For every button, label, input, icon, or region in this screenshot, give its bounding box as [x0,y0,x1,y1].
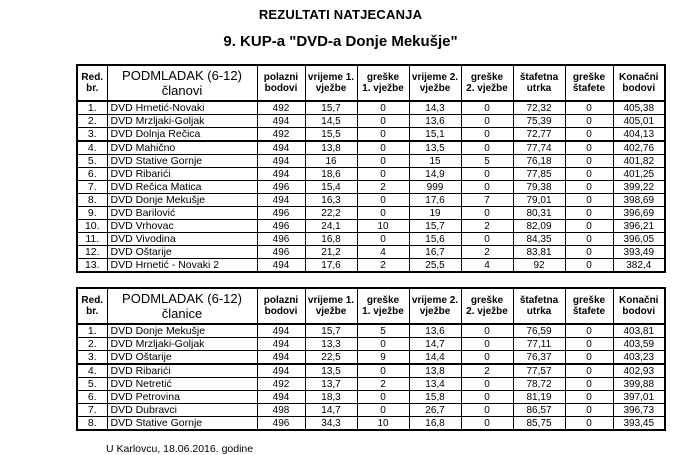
cell-time1: 34,3 [305,417,357,431]
table-row [77,115,665,128]
document-title-block [0,0,681,51]
cell-err1: 0 [357,364,409,378]
cell-rank: 11. [77,233,107,246]
cell-relay: 82,09 [513,220,565,233]
col-header-err-relay: greške štafete [565,65,613,101]
table-row [77,101,665,115]
col-header-err1: greške 1. vježbe [357,65,409,101]
cell-err-relay: 0 [565,181,613,194]
table-row [77,168,665,181]
cell-err-relay: 0 [565,220,613,233]
cell-final: 403,23 [613,351,665,365]
cell-rank: 3. [77,128,107,142]
cell-start-points: 494 [257,259,305,273]
cell-rank: 2. [77,115,107,128]
cell-err2: 0 [461,207,513,220]
results-table-clanice [76,287,666,431]
cell-rank: 2. [77,338,107,351]
cell-relay: 77,74 [513,141,565,155]
cell-time1: 17,6 [305,259,357,273]
cell-time1: 13,5 [305,364,357,378]
cell-err2: 0 [461,101,513,115]
page-subtitle: 9. KUP-a "DVD-a Donje Mekušje" [223,33,458,50]
cell-time1: 24,1 [305,220,357,233]
cell-start-points: 494 [257,194,305,207]
cell-rank: 7. [77,404,107,417]
col-header-err2: greške 2. vježbe [461,65,513,101]
cell-time1: 13,7 [305,378,357,391]
cell-club: DVD Dolnja Rečica [107,128,257,142]
cell-time1: 14,5 [305,115,357,128]
cell-relay: 80,31 [513,207,565,220]
cell-err1: 0 [357,194,409,207]
cell-relay: 77,57 [513,364,565,378]
cell-err2: 0 [461,417,513,431]
cell-err1: 0 [357,207,409,220]
cell-rank: 13. [77,259,107,273]
cell-final: 405,01 [613,115,665,128]
cell-rank: 6. [77,168,107,181]
cell-start-points: 494 [257,168,305,181]
cell-err1: 2 [357,259,409,273]
cell-club: DVD Mahično [107,141,257,155]
cell-final: 402,76 [613,141,665,155]
table-row [77,141,665,155]
cell-time2: 16,8 [409,417,461,431]
cell-time1: 14,7 [305,404,357,417]
cell-relay: 81,19 [513,391,565,404]
cell-start-points: 492 [257,128,305,142]
cell-start-points: 494 [257,338,305,351]
cell-err2: 0 [461,141,513,155]
cell-time1: 15,7 [305,101,357,115]
cell-club: DVD Vivodina [107,233,257,246]
cell-start-points: 496 [257,207,305,220]
cell-relay: 75,39 [513,115,565,128]
cell-time1: 22,2 [305,207,357,220]
cell-err-relay: 0 [565,259,613,273]
table-head-clanice [77,288,665,324]
table-row [77,233,665,246]
cell-err-relay: 0 [565,364,613,378]
col-header-time1: vrijeme 1. vježbe [305,65,357,101]
cell-club: DVD Oštarije [107,246,257,259]
cell-relay: 79,38 [513,181,565,194]
cell-time1: 21,2 [305,246,357,259]
cell-err-relay: 0 [565,194,613,207]
cell-final: 403,59 [613,338,665,351]
cell-final: 401,82 [613,155,665,168]
col-header-err-relay: greške štafete [565,288,613,324]
cell-club: DVD Stative Gornje [107,417,257,431]
cell-final: 401,25 [613,168,665,181]
cell-time2: 15,7 [409,220,461,233]
table-row [77,338,665,351]
cell-err1: 0 [357,391,409,404]
cell-err-relay: 0 [565,168,613,181]
cell-club: DVD Donje Mekušje [107,324,257,338]
cell-time2: 13,5 [409,141,461,155]
cell-final: 397,01 [613,391,665,404]
table-body-clanovi [77,101,665,272]
cell-err2: 2 [461,364,513,378]
table-container-clanice [76,287,659,431]
cell-relay: 72,32 [513,101,565,115]
cell-final: 396,21 [613,220,665,233]
cell-final: 402,93 [613,364,665,378]
col-header-time2: vrijeme 2. vježbe [409,288,461,324]
col-header-final: Konačni bodovi [613,65,665,101]
cell-rank: 6. [77,391,107,404]
cell-err2: 5 [461,155,513,168]
cell-err-relay: 0 [565,128,613,142]
cell-club: DVD Mrzljaki-Goljak [107,115,257,128]
col-header-rank: Red. br. [77,65,107,101]
cell-rank: 4. [77,141,107,155]
table-row [77,324,665,338]
cell-err1: 0 [357,155,409,168]
col-header-err2: greške 2. vježbe [461,288,513,324]
cell-err-relay: 0 [565,417,613,431]
cell-time2: 13,4 [409,378,461,391]
table-row [77,207,665,220]
cell-err2: 0 [461,233,513,246]
cell-final: 393,49 [613,246,665,259]
cell-final: 382,4 [613,259,665,273]
cell-club: DVD Dubravci [107,404,257,417]
header-row [77,65,665,101]
table-row [77,391,665,404]
cell-relay: 84,35 [513,233,565,246]
cell-err1: 10 [357,220,409,233]
col-header-time2: vrijeme 2. vježbe [409,65,461,101]
cell-err-relay: 0 [565,378,613,391]
cell-start-points: 494 [257,391,305,404]
cell-time2: 14,9 [409,168,461,181]
cell-err1: 9 [357,351,409,365]
cell-club: DVD Netretić [107,378,257,391]
cell-err2: 0 [461,168,513,181]
cell-err1: 0 [357,404,409,417]
cell-err1: 0 [357,168,409,181]
cell-err2: 0 [461,378,513,391]
cell-relay: 86,57 [513,404,565,417]
cell-rank: 3. [77,351,107,365]
cell-start-points: 496 [257,181,305,194]
cell-final: 396,69 [613,207,665,220]
cell-err1: 2 [357,181,409,194]
cell-relay: 77,85 [513,168,565,181]
title-table-spacer [0,51,681,64]
cell-err2: 0 [461,115,513,128]
cell-err2: 0 [461,391,513,404]
cell-club: DVD Oštarije [107,351,257,365]
cell-start-points: 496 [257,417,305,431]
table-row [77,378,665,391]
cell-rank: 1. [77,324,107,338]
col-header-relay: štafetna utrka [513,288,565,324]
cell-time2: 999 [409,181,461,194]
col-header-club: PODMLADAK (6-12) članovi [107,65,257,101]
cell-time2: 13,6 [409,324,461,338]
cell-err1: 0 [357,141,409,155]
cell-err2: 7 [461,194,513,207]
cell-final: 405,38 [613,101,665,115]
col-header-club: PODMLADAK (6-12) članice [107,288,257,324]
cell-rank: 7. [77,181,107,194]
cell-err-relay: 0 [565,233,613,246]
cell-err1: 2 [357,378,409,391]
table-row [77,246,665,259]
cell-err1: 0 [357,338,409,351]
cell-err1: 5 [357,324,409,338]
cell-err2: 0 [461,351,513,365]
cell-start-points: 492 [257,378,305,391]
table-row [77,155,665,168]
cell-rank: 1. [77,101,107,115]
cell-err2: 2 [461,220,513,233]
cell-club: DVD Ribarići [107,364,257,378]
document-footer-place-date: U Karlovcu, 18.06.2016. godine [106,443,254,455]
table-row [77,220,665,233]
cell-club: DVD Mrzljaki-Goljak [107,338,257,351]
cell-time2: 16,7 [409,246,461,259]
cell-start-points: 494 [257,324,305,338]
cell-err-relay: 0 [565,207,613,220]
cell-time2: 13,8 [409,364,461,378]
cell-err-relay: 0 [565,404,613,417]
cell-err-relay: 0 [565,141,613,155]
cell-err1: 0 [357,233,409,246]
table-row [77,417,665,431]
table-row [77,364,665,378]
cell-err1: 0 [357,115,409,128]
cell-rank: 5. [77,155,107,168]
col-header-start-points: polazni bodovi [257,65,305,101]
cell-time2: 26,7 [409,404,461,417]
col-header-time1: vrijeme 1. vježbe [305,288,357,324]
cell-err-relay: 0 [565,338,613,351]
cell-relay: 79,01 [513,194,565,207]
table-row [77,404,665,417]
cell-time1: 16,8 [305,233,357,246]
cell-club: DVD Barilović [107,207,257,220]
cell-time2: 15 [409,155,461,168]
cell-club: DVD Stative Gornje [107,155,257,168]
cell-club: DVD Donje Mekušje [107,194,257,207]
cell-rank: 9. [77,207,107,220]
col-header-err1: greške 1. vježbe [357,288,409,324]
cell-time1: 18,3 [305,391,357,404]
cell-time1: 16,3 [305,194,357,207]
table-container-clanovi [76,64,659,273]
table-row [77,194,665,207]
cell-rank: 12. [77,246,107,259]
cell-start-points: 496 [257,246,305,259]
cell-relay: 76,18 [513,155,565,168]
cell-final: 396,73 [613,404,665,417]
cell-time1: 15,7 [305,324,357,338]
cell-time1: 13,8 [305,141,357,155]
cell-err-relay: 0 [565,115,613,128]
col-header-final: Konačni bodovi [613,288,665,324]
cell-final: 399,22 [613,181,665,194]
table-row [77,351,665,365]
cell-final: 393,45 [613,417,665,431]
cell-time2: 25,5 [409,259,461,273]
cell-rank: 10. [77,220,107,233]
cell-club: DVD Vrhovac [107,220,257,233]
cell-err-relay: 0 [565,155,613,168]
cell-club: DVD Petrovina [107,391,257,404]
table-row [77,259,665,273]
cell-relay: 76,59 [513,324,565,338]
cell-rank: 8. [77,194,107,207]
cell-time2: 14,4 [409,351,461,365]
cell-time2: 15,8 [409,391,461,404]
page-title: REZULTATI NATJECANJA [258,7,423,22]
cell-relay: 76,37 [513,351,565,365]
cell-rank: 5. [77,378,107,391]
cell-start-points: 494 [257,364,305,378]
cell-err1: 10 [357,417,409,431]
cell-start-points: 494 [257,351,305,365]
cell-err-relay: 0 [565,101,613,115]
cell-time2: 13,6 [409,115,461,128]
cell-err2: 0 [461,338,513,351]
cell-rank: 4. [77,364,107,378]
col-header-rank: Red. br. [77,288,107,324]
cell-time1: 16 [305,155,357,168]
cell-err1: 0 [357,101,409,115]
cell-final: 403,81 [613,324,665,338]
cell-final: 399,88 [613,378,665,391]
cell-start-points: 498 [257,404,305,417]
cell-err1: 4 [357,246,409,259]
cell-start-points: 496 [257,220,305,233]
cell-err-relay: 0 [565,391,613,404]
cell-club: DVD Ribarići [107,168,257,181]
cell-club: DVD Rečica Matica [107,181,257,194]
cell-final: 396,05 [613,233,665,246]
table-row [77,181,665,194]
cell-time1: 18,6 [305,168,357,181]
cell-time1: 13,3 [305,338,357,351]
cell-final: 404,13 [613,128,665,142]
cell-time1: 22,5 [305,351,357,365]
cell-time2: 19 [409,207,461,220]
table-row [77,128,665,142]
cell-start-points: 492 [257,101,305,115]
cell-err2: 0 [461,404,513,417]
cell-err2: 0 [461,324,513,338]
cell-time2: 17,6 [409,194,461,207]
table-body-clanice [77,324,665,430]
cell-time2: 14,7 [409,338,461,351]
cell-rank: 8. [77,417,107,431]
col-header-relay: štafetna utrka [513,65,565,101]
cell-err-relay: 0 [565,246,613,259]
cell-relay: 83,81 [513,246,565,259]
results-table-clanovi [76,64,666,273]
cell-err2: 0 [461,128,513,142]
cell-relay: 77,11 [513,338,565,351]
col-header-start-points: polazni bodovi [257,288,305,324]
cell-time1: 15,5 [305,128,357,142]
cell-time1: 15,4 [305,181,357,194]
cell-err2: 2 [461,246,513,259]
table-separator-gap [0,273,681,287]
cell-start-points: 494 [257,115,305,128]
cell-time2: 15,6 [409,233,461,246]
cell-err1: 0 [357,128,409,142]
cell-relay: 78,72 [513,378,565,391]
cell-start-points: 496 [257,233,305,246]
cell-final: 398,69 [613,194,665,207]
cell-err-relay: 0 [565,351,613,365]
cell-club: DVD Hrnetić - Novaki 2 [107,259,257,273]
cell-club: DVD Hrnetić-Novaki [107,101,257,115]
table-head-clanovi [77,65,665,101]
cell-err-relay: 0 [565,324,613,338]
cell-err2: 0 [461,181,513,194]
cell-relay: 92 [513,259,565,273]
cell-err2: 4 [461,259,513,273]
cell-time2: 14,3 [409,101,461,115]
cell-relay: 85,75 [513,417,565,431]
cell-start-points: 494 [257,141,305,155]
header-row [77,288,665,324]
cell-start-points: 494 [257,155,305,168]
cell-relay: 72,77 [513,128,565,142]
cell-time2: 15,1 [409,128,461,142]
